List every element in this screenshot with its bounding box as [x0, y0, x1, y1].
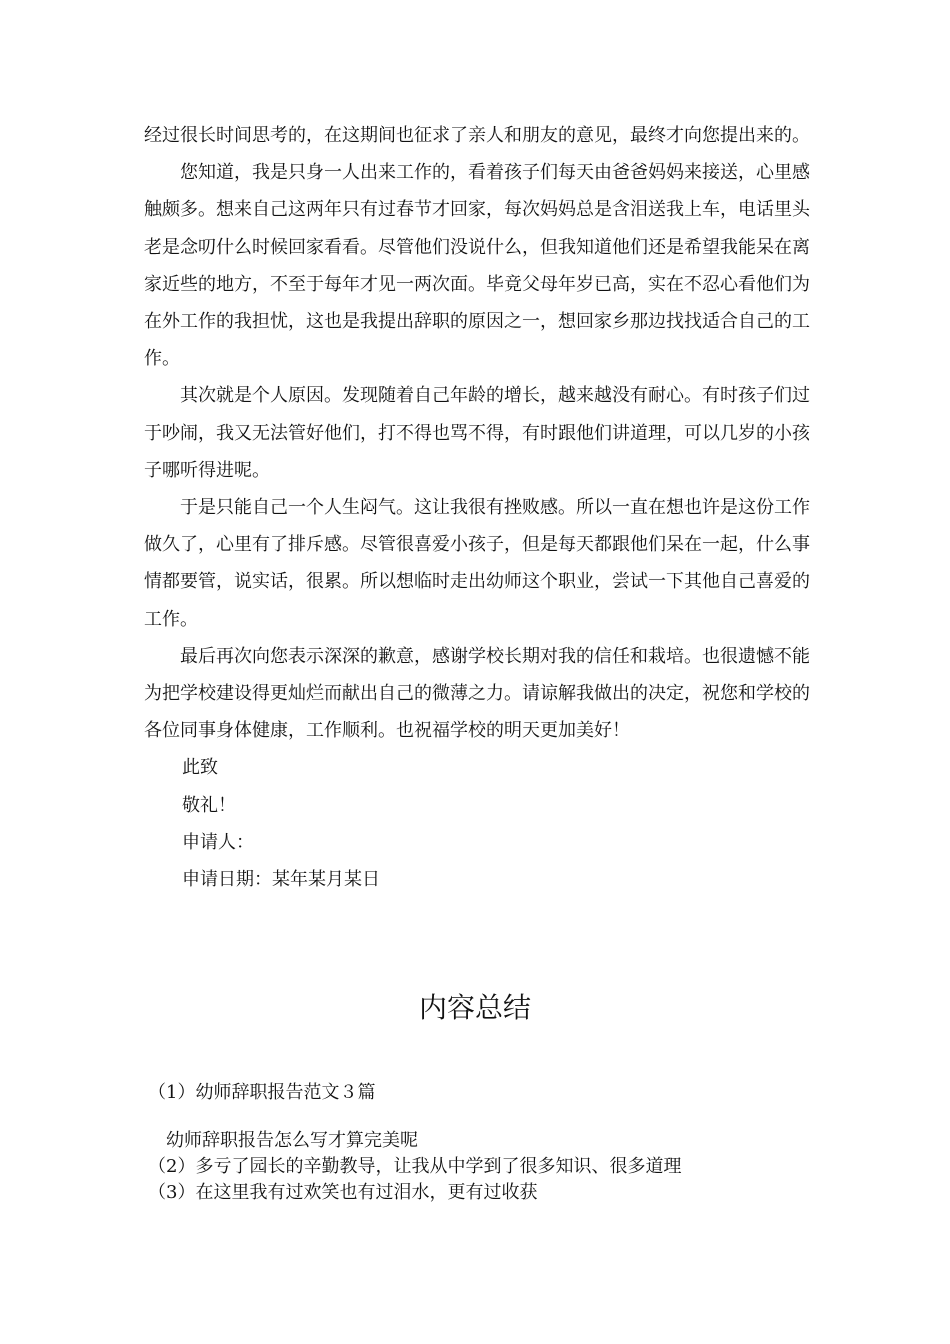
closing-salutation: 此致: [182, 757, 218, 779]
letter-paragraph-2: 您知道，我是只身一人出来工作的，看着孩子们每天由爸爸妈妈来接送，心里感触颇多。想来自己这两年只有过春节才回家，每次妈妈总是含泪送我上车，电话里头老是念叨什么时候回家看看。尽管他们没说什么，但我知道他们还是希望我能呆在离家近些的地方，不至于每年才见一两次面。毕竟父母年岁已高，实在不忍心看他们为在外工作的我担忧，这也是我提出辞职的原因之一，想回家乡那边找找适合自己的工作。: [144, 162, 810, 370]
summary-item-2: （2）多亏了园长的辛勤教导，让我从中学到了很多知识、很多道理: [148, 1156, 682, 1177]
summary-list: [148, 1080, 848, 1206]
letter-paragraph-3: 其次就是个人原因。发现随着自己年龄的增长，越来越没有耐心。有时孩子们过于吵闹，我又无法管好他们，打不得也骂不得，有时跟他们讲道理，可以几岁的小孩子哪听得进呢。: [144, 385, 810, 481]
summary-subtitle: 幼师辞职报告怎么写才算完美呢: [166, 1130, 418, 1151]
summary-item-1: （1）幼师辞职报告范文３篇: [148, 1082, 376, 1103]
letter-paragraph-4: 于是只能自己一个人生闷气。这让我很有挫败感。所以一直在想也许是这份工作做久了，心里有了排斥感。尽管很喜爱小孩子，但是每天都跟他们呆在一起，什么事情都要管，说实话，很累。所以想临时走出幼师这个职业，尝试一下其他自己喜爱的工作。: [144, 497, 810, 630]
letter-paragraph-5: 最后再次向您表示深深的歉意，感谢学校长期对我的信任和栽培。也很遗憾不能为把学校建设得更灿烂而献出自己的微薄之力。请谅解我做出的决定，祝您和学校的各位同事身体健康，工作顺利。也祝福学校的明天更加美好！: [144, 645, 810, 742]
letter-body: [144, 117, 810, 898]
summary-title: 内容总结: [418, 991, 531, 1024]
applicant-line: 申请人：: [182, 831, 254, 853]
summary-item-3: （3）在这里我有过欢笑也有过泪水，更有过收获: [148, 1182, 538, 1203]
application-date-line: 申请日期：某年某月某日: [182, 869, 380, 891]
letter-paragraph-1: 经过很长时间思考的，在这期间也征求了亲人和朋友的意见，最终才向您提出来的。: [144, 125, 810, 146]
closing-respect: 敬礼！: [182, 794, 236, 816]
